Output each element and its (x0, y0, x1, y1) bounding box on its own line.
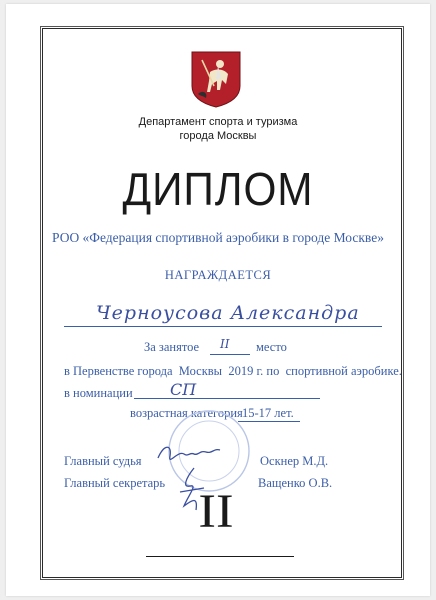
diploma-sheet (6, 4, 430, 596)
recipient-name: Черноусова Александра (96, 302, 360, 324)
chief-judge-role: Главный судья (64, 454, 142, 468)
age-category-label: возрастная категория (130, 406, 243, 420)
nomination-underline (134, 398, 320, 399)
place-roman-numeral: II (198, 485, 234, 538)
awarded-label: НАГРАЖДАЕТСЯ (164, 268, 272, 282)
department-line-1: Департамент спорта и туризма (138, 116, 298, 128)
nomination-label: в номинации (64, 386, 133, 400)
chief-judge-name: Оскнер М.Д. (260, 454, 329, 468)
recipient-underline (64, 326, 382, 327)
chief-secretary-role: Главный секретарь (64, 476, 166, 490)
bottom-divider (146, 556, 294, 557)
nomination-value: СП (170, 380, 197, 399)
moscow-coat-of-arms-icon (190, 50, 242, 108)
diploma-title: ДИПЛОМ (122, 163, 314, 215)
organization-name: РОО «Федерация спортивной аэробики в городе Москве» (52, 230, 384, 245)
event-description: в Первенстве города Москвы 2019 г. по спортивной аэробике. (64, 364, 402, 378)
place-suffix: место (256, 340, 287, 354)
chief-secretary-name: Ващенко О.В. (258, 476, 333, 490)
place-underline (210, 354, 250, 355)
age-category-value: 15-17 лет. (242, 406, 294, 420)
place-value: II (220, 337, 230, 351)
place-prefix: За занятое (144, 340, 200, 354)
department-line-2: города Москвы (179, 130, 257, 142)
